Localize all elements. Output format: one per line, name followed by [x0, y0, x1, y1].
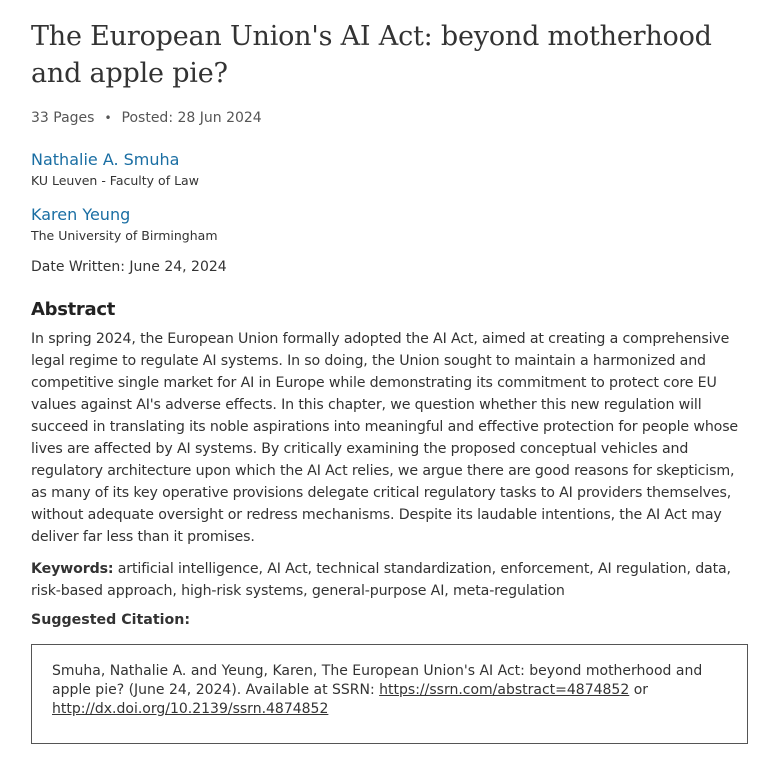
citation-or: or: [629, 682, 649, 698]
author-block: [31, 150, 748, 190]
abstract-text: In spring 2024, the European Union formally adopted the AI Act, aimed at creating a comprehensive legal regime to regulate AI systems. In so doing, the Union sought to maintain a harmonized and competitive single market for AI in Europe while demonstrating its commitment to protect core EU values against AI's adverse effects. In this chapter, we question whether this new regulation will succeed in translating its noble aspirations into meaningful and effective protection for people whose lives are affected by AI systems. By critically examining the proposed conceptual vehicles and regulatory architecture upon which the AI Act relies, we argue there are good reasons for skepticism, as many of its key operative provisions delegate critical regulatory tasks to AI providers themselves, without adequate oversight or redress mechanisms. Despite its laudable intentions, the AI Act may deliver far less than it promises.: [31, 331, 739, 545]
ssrn-link[interactable]: https://ssrn.com/abstract=4874852: [379, 682, 630, 698]
keywords-text: artificial intelligence, AI Act, technical standardization, enforcement, AI regulation, data, risk-based approach, high-risk systems, general-purpose AI, meta-regulation: [31, 561, 731, 599]
page-count: 33 Pages: [31, 110, 95, 126]
date-written: Date Written: June 24, 2024: [31, 259, 227, 275]
author-affiliation: KU Leuven - Faculty of Law: [31, 173, 199, 188]
abstract-heading: Abstract: [31, 299, 116, 320]
author-link-smuha[interactable]: Nathalie A. Smuha: [31, 150, 180, 169]
doi-link[interactable]: http://dx.doi.org/10.2139/ssrn.4874852: [52, 701, 329, 717]
paper-meta: [31, 110, 748, 126]
separator-dot: •: [104, 111, 112, 125]
author-link-yeung[interactable]: Karen Yeung: [31, 205, 131, 224]
author-affiliation: The University of Birmingham: [31, 228, 218, 243]
citation-box: [31, 644, 748, 744]
suggested-citation-heading: Suggested Citation:: [31, 612, 190, 628]
keywords: [31, 558, 748, 602]
citation-text: Smuha, Nathalie A. and Yeung, Karen, The European Union's AI Act: beyond motherhood and apple pie? (June 24, 2024). Available at SSRN:: [52, 663, 703, 698]
author-block: [31, 205, 748, 245]
paper-title: The European Union's AI Act: beyond motherhood and apple pie?: [31, 21, 712, 89]
keywords-label: Keywords:: [31, 561, 114, 577]
posted-date: Posted: 28 Jun 2024: [121, 110, 262, 126]
